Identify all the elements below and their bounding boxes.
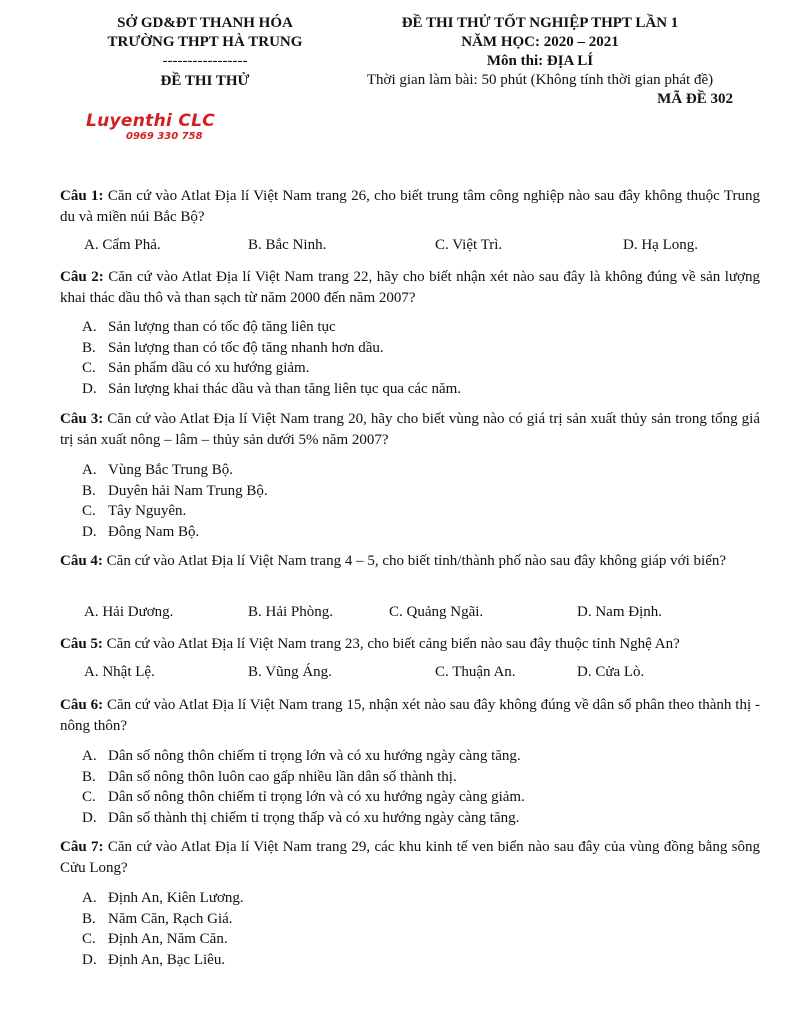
option-d[interactable]: D. Sản lượng khai thác dầu và than tăng liên tục qua các năm. (82, 380, 462, 397)
option-b[interactable]: B. Vũng Áng. (248, 664, 332, 680)
question-label: Câu 2: (60, 269, 104, 285)
option-b[interactable]: B. Hải Phòng. (248, 604, 334, 620)
question-1-options (84, 237, 744, 257)
question-label: Câu 3: (60, 411, 104, 427)
watermark-logo (86, 112, 215, 142)
option-a[interactable]: A. Cẩm Phả. (84, 237, 161, 253)
question-text: Căn cứ vào Atlat Địa lí Việt Nam trang 22, hãy cho biết nhận xét nào sau đây là không đúng về sản lượng khai thác dầu thô và than sạch từ năm 2000 đến năm 2007? (60, 269, 760, 306)
question-4 (60, 551, 760, 572)
option-b[interactable]: B. Bắc Ninh. (248, 237, 327, 253)
question-text: Căn cứ vào Atlat Địa lí Việt Nam trang 4 – 5, cho biết tỉnh/thành phố nào sau đây không giáp với biển? (102, 553, 727, 569)
option-d[interactable]: D. Hạ Long. (623, 237, 698, 253)
question-4-options (84, 604, 744, 624)
option-b[interactable]: B. Sản lượng than có tốc độ tăng nhanh hơn dầu. (82, 339, 384, 356)
question-text: Căn cứ vào Atlat Địa lí Việt Nam trang 15, nhận xét nào sau đây không đúng về dân số phân theo thành thị - nông thôn? (60, 697, 760, 734)
question-label: Câu 1: (60, 188, 104, 204)
school-header (60, 14, 350, 91)
question-label: Câu 5: (60, 636, 103, 652)
question-7-options (82, 888, 244, 970)
option-d[interactable]: D. Cửa Lò. (577, 664, 645, 680)
question-label: Câu 4: (60, 553, 103, 569)
option-c[interactable]: C. Định An, Năm Căn. (82, 931, 228, 947)
time-allowed: Thời gian làm bài: 50 phút (Không tính thời gian phát đề) (366, 72, 714, 88)
department-name: SỞ GD&ĐT THANH HÓA (117, 15, 293, 31)
option-a[interactable]: A. Nhật Lệ. (84, 664, 155, 680)
question-3 (60, 409, 760, 451)
option-c[interactable]: C. Sản phẩm dầu có xu hướng giảm. (82, 360, 310, 376)
logo-text: Luyenthi CLC (86, 111, 216, 131)
option-a[interactable]: A. Sản lượng than có tốc độ tăng liên tục (82, 319, 336, 335)
question-text: Căn cứ vào Atlat Địa lí Việt Nam trang 29, các khu kinh tế ven biển nào sau đây của vùng đồng bằng sông Cửu Long? (60, 839, 760, 876)
subject: Môn thi: ĐỊA LÍ (486, 53, 594, 69)
question-label: Câu 7: (60, 839, 104, 855)
question-text: Căn cứ vào Atlat Địa lí Việt Nam trang 23, cho biết cảng biển nào sau đây thuộc tỉnh Nghệ An? (102, 636, 680, 652)
question-6-options (82, 746, 525, 828)
option-b[interactable]: B. Năm Căn, Rạch Giá. (82, 910, 233, 927)
exam-code: MÃ ĐỀ 302 (657, 91, 733, 107)
exam-title: ĐỀ THI THỬ TỐT NGHIỆP THPT LẦN 1 (401, 15, 679, 31)
option-c[interactable]: C. Thuận An. (435, 664, 516, 680)
exam-kind: ĐỀ THI THỬ (160, 73, 250, 89)
header-divider: ----------------- (162, 53, 248, 69)
question-text: Căn cứ vào Atlat Địa lí Việt Nam trang 26, cho biết trung tâm công nghiệp nào sau đây không thuộc Trung du và miền núi Bắc Bộ? (60, 188, 760, 225)
option-d[interactable]: D. Dân số thành thị chiếm tỉ trọng thấp và có xu hướng ngày càng tăng. (82, 809, 520, 826)
question-7 (60, 837, 760, 879)
school-year: NĂM HỌC: 2020 – 2021 (461, 34, 619, 50)
option-a[interactable]: A. Vùng Bắc Trung Bộ. (82, 462, 234, 478)
question-5-options (84, 664, 744, 684)
question-6 (60, 695, 760, 737)
question-2-options (82, 317, 461, 399)
option-c[interactable]: C. Việt Trì. (435, 237, 503, 253)
question-label: Câu 6: (60, 697, 104, 713)
option-d[interactable]: D. Nam Định. (577, 604, 662, 620)
option-c[interactable]: C. Dân số nông thôn chiếm tỉ trọng lớn và có xu hướng ngày càng giảm. (82, 789, 525, 805)
option-b[interactable]: B. Duyên hải Nam Trung Bộ. (82, 482, 268, 499)
logo-phone: 0969 330 758 (126, 131, 203, 142)
question-text: Căn cứ vào Atlat Địa lí Việt Nam trang 20, hãy cho biết vùng nào có giá trị sản xuất thủy sản trong tổng giá trị sản xuất nông – lâm – thủy sản dưới 5% năm 2007? (60, 411, 760, 448)
option-a[interactable]: A. Định An, Kiên Lương. (82, 890, 244, 906)
exam-header (330, 14, 750, 90)
option-a[interactable]: A. Hải Dương. (84, 604, 174, 620)
school-name: TRƯỜNG THPT HÀ TRUNG (107, 34, 303, 50)
option-d[interactable]: D. Định An, Bạc Liêu. (82, 951, 226, 968)
option-c[interactable]: C. Quảng Ngãi. (389, 604, 484, 620)
option-a[interactable]: A. Dân số nông thôn chiếm tỉ trọng lớn và có xu hướng ngày càng tăng. (82, 748, 521, 764)
question-5 (60, 634, 760, 655)
option-c[interactable]: C. Tây Nguyên. (82, 503, 187, 519)
option-b[interactable]: B. Dân số nông thôn luôn cao gấp nhiều lần dân số thành thị. (82, 768, 457, 785)
question-2 (60, 267, 760, 309)
question-1 (60, 186, 760, 228)
question-3-options (82, 460, 268, 542)
option-d[interactable]: D. Đông Nam Bộ. (82, 523, 200, 540)
